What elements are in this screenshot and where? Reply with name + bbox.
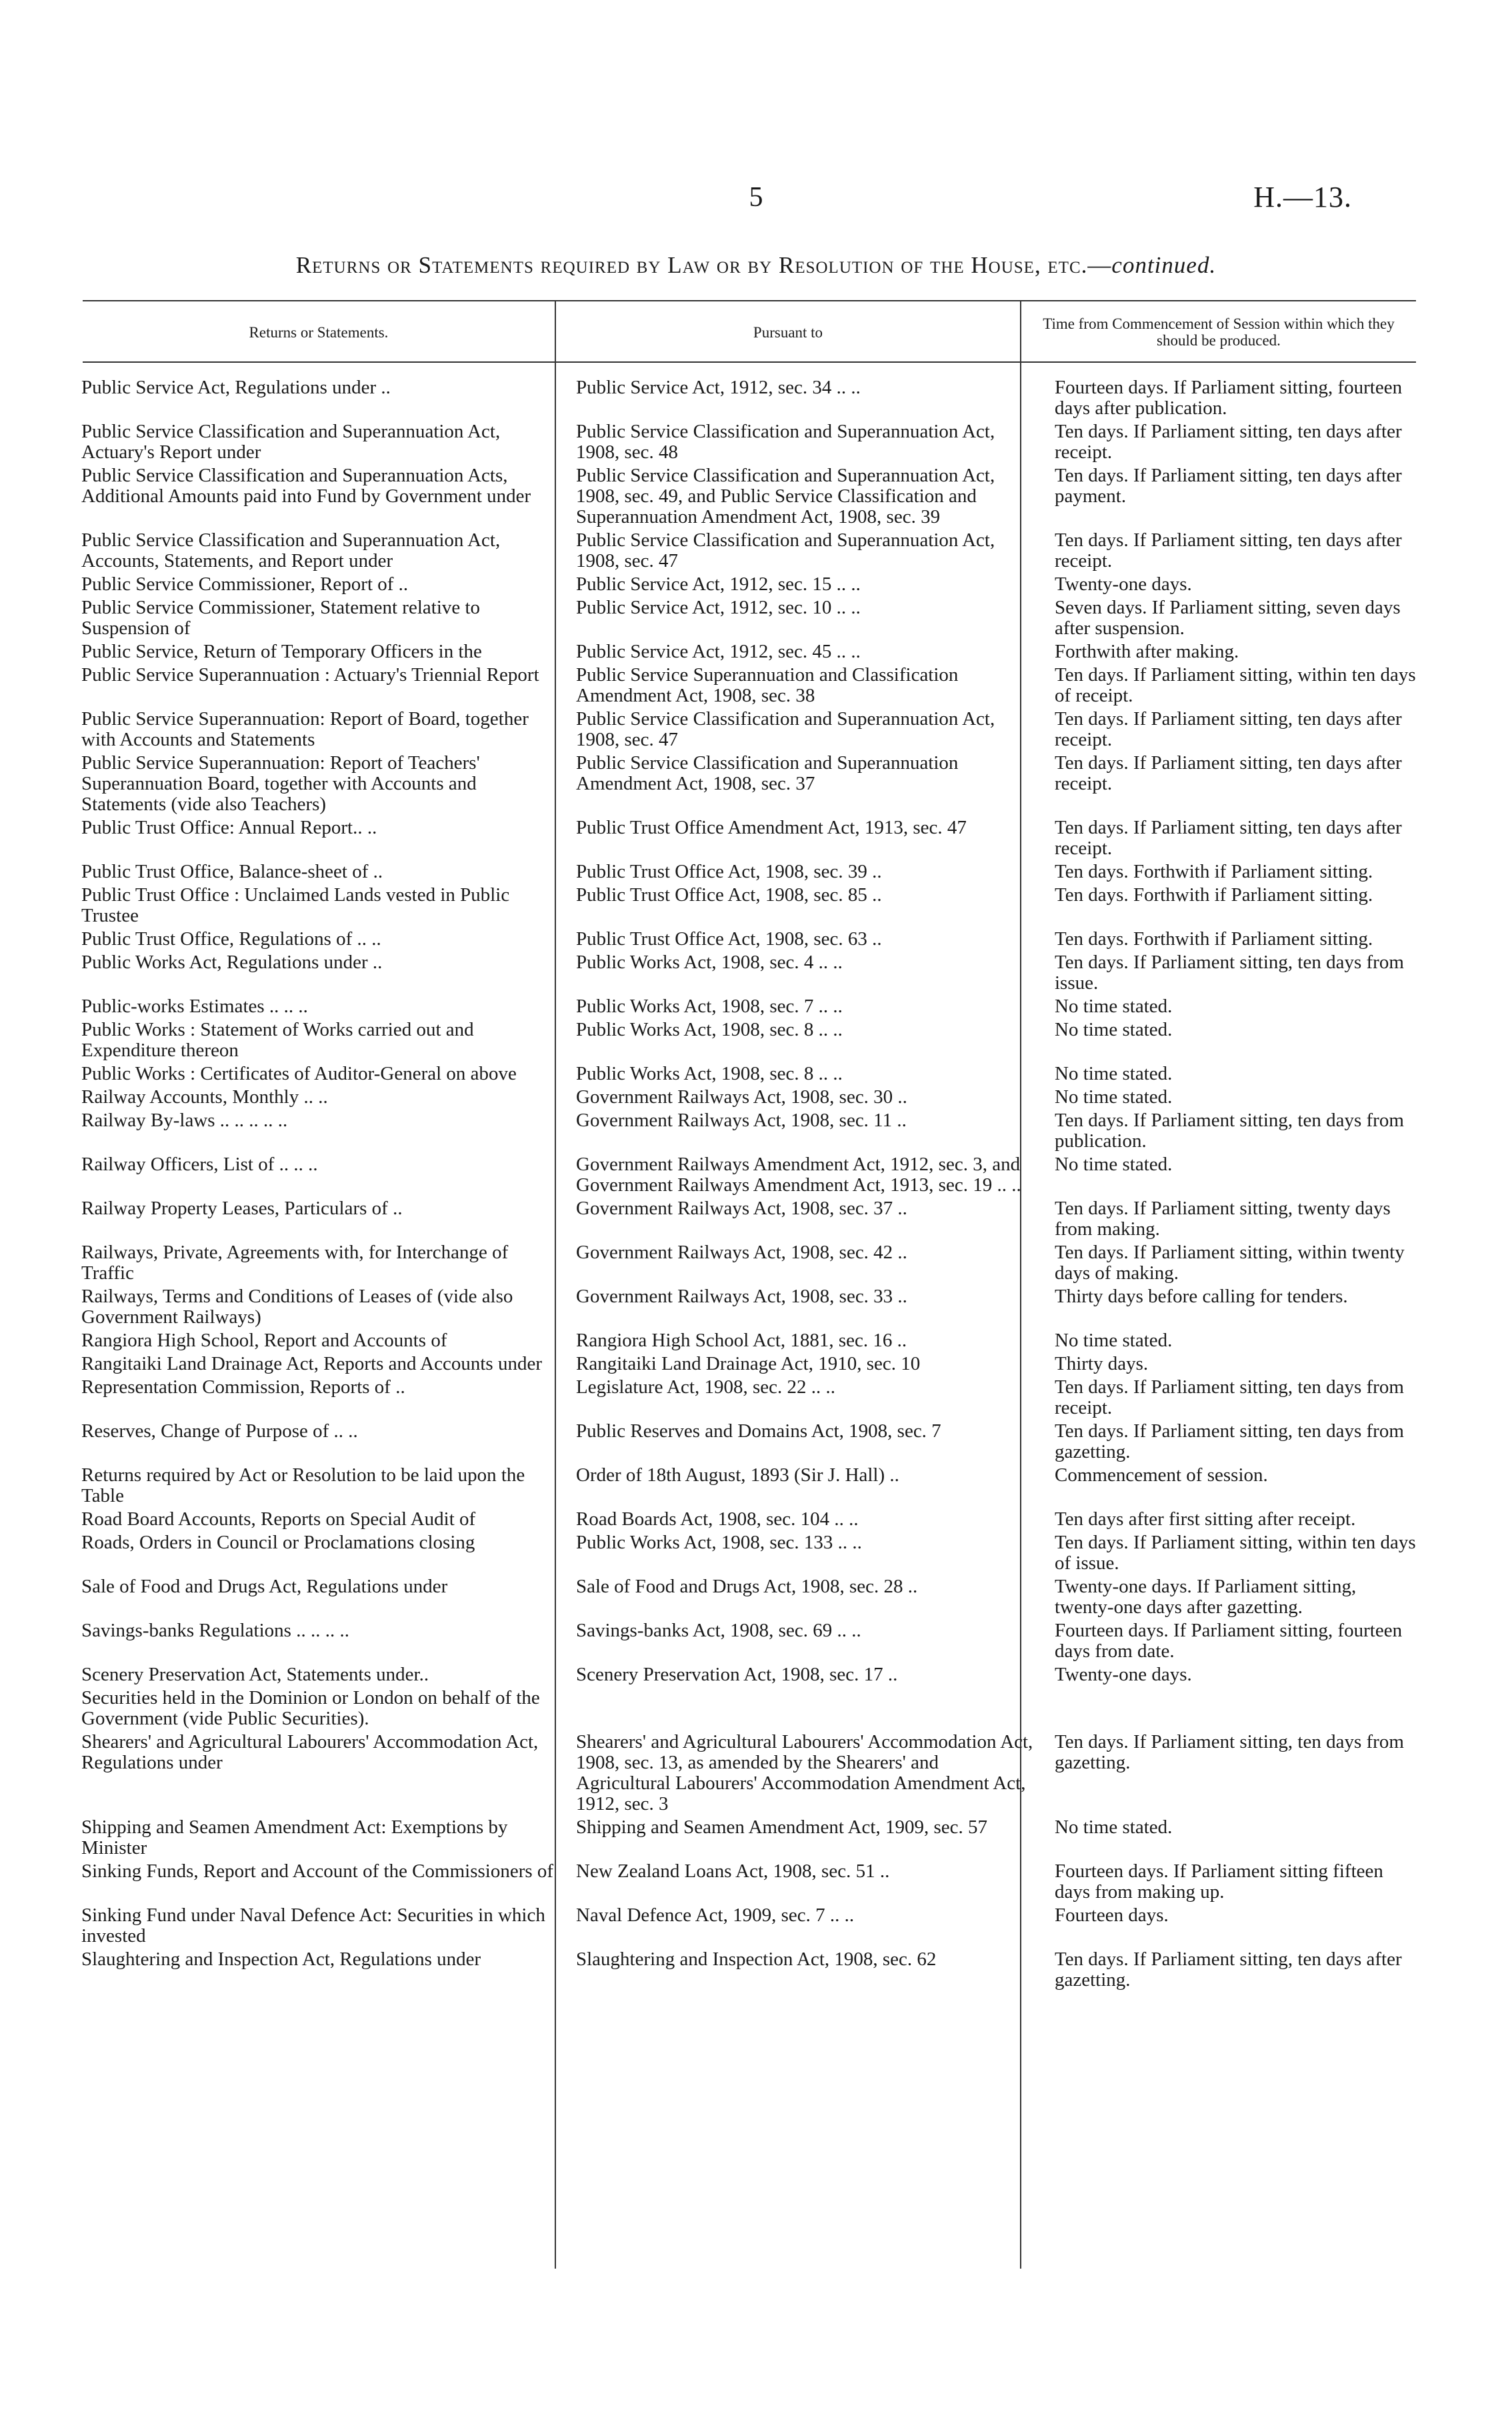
cell-text: No time stated. [1055,1816,1173,1838]
time-cell [1041,1020,1417,1064]
cell-text: Government Railways Act, 1908, sec. 42 .. [576,1242,907,1263]
pursuant-cell [561,1242,1041,1286]
time-cell [1041,597,1417,642]
table-row [81,1576,1417,1620]
table-row [81,1688,1417,1732]
cell-text: Legislature Act, 1908, sec. 22 .. .. [576,1376,835,1398]
time-cell [1041,665,1417,709]
returns-cell [81,1620,561,1664]
cell-text: Ten days. If Parliament sitting, ten days after receipt. [1055,421,1402,463]
pursuant-cell [561,1064,1041,1087]
cell-text: Rangitaiki Land Drainage Act, Reports and Accounts under [81,1353,542,1374]
cell-text: Public Service Act, Regulations under .. [81,377,391,398]
table-row [81,1620,1417,1664]
table-row [81,465,1417,530]
cell-text: Railways, Terms and Conditions of Leases of (vide also Government Railways) [81,1286,513,1328]
cell-text: Savings-banks Regulations .. .. .. .. [81,1620,349,1641]
time-cell [1041,1286,1417,1330]
pursuant-cell [561,1905,1041,1949]
page-title [0,252,1512,279]
cell-text: Fourteen days. If Parliament sitting fifteen days from making up. [1055,1861,1383,1903]
cell-text: Public Reserves and Domains Act, 1908, sec. 7 [576,1420,941,1442]
cell-text: Public Service Classification and Superannuation Act, 1908, sec. 47 [576,529,995,571]
returns-cell [81,1154,561,1198]
time-cell [1041,862,1417,885]
cell-text: Twenty-one days. [1055,1664,1192,1685]
returns-cell [81,465,561,530]
returns-cell [81,665,561,709]
cell-text: Railway Accounts, Monthly .. .. [81,1086,328,1108]
table-row [81,818,1417,862]
time-cell [1041,530,1417,574]
cell-text: Ten days. If Parliament sitting, ten days after receipt. [1055,817,1402,859]
time-cell [1041,1242,1417,1286]
title-suffix: continued. [1111,252,1217,278]
cell-text: Securities held in the Dominion or London on behalf of the Government (vide Public Securities). [81,1687,540,1729]
time-cell [1041,1087,1417,1110]
cell-text: Public Works Act, 1908, sec. 8 .. .. [576,1063,843,1084]
pursuant-cell [561,709,1041,753]
cell-text: Reserves, Change of Purpose of .. .. [81,1420,358,1442]
cell-text: Twenty-one days. [1055,573,1192,595]
returns-cell [81,421,561,465]
cell-text: Twenty-one days. If Parliament sitting, twenty-one days after gazetting. [1055,1576,1357,1618]
returns-cell [81,1576,561,1620]
table-row [81,1861,1417,1905]
returns-cell [81,1198,561,1242]
cell-text: No time stated. [1055,1063,1173,1084]
cell-text: Railway Officers, List of .. .. .. [81,1154,318,1175]
cell-text: Fourteen days. If Parliament sitting, fourteen days after publication. [1055,377,1403,419]
pursuant-cell [561,1087,1041,1110]
pursuant-cell [561,1620,1041,1664]
table-row [81,1242,1417,1286]
time-cell [1041,377,1417,421]
time-cell [1041,1688,1417,1732]
cell-text: Public Service Classification and Superannuation Act, Actuary's Report under [81,421,501,463]
table-row [81,753,1417,818]
cell-text: Ten days. If Parliament sitting, ten days after receipt. [1055,529,1402,571]
returns-cell [81,753,561,818]
time-cell [1041,818,1417,862]
header-rule-top [83,300,1416,301]
time-cell [1041,1421,1417,1465]
cell-text: Scenery Preservation Act, Statements under.. [81,1664,429,1685]
cell-text: Ten days. Forthwith if Parliament sitting. [1055,928,1373,950]
pursuant-cell [561,929,1041,952]
cell-text: Public Trust Office, Regulations of .. .. [81,928,381,950]
cell-text: Government Railways Act, 1908, sec. 37 .. [576,1198,907,1219]
pursuant-cell [561,885,1041,929]
cell-text: Rangiora High School, Report and Accounts of [81,1330,447,1351]
cell-text: Public Service Classification and Superannuation Act, Accounts, Statements, and Report under [81,529,501,571]
time-cell [1041,1509,1417,1532]
returns-cell [81,1688,561,1732]
table-row [81,1087,1417,1110]
cell-text: Ten days. If Parliament sitting, ten days from gazetting. [1055,1420,1404,1462]
table-row [81,709,1417,753]
header-rule-bottom [83,361,1416,363]
time-cell [1041,1064,1417,1087]
cell-text: Public Trust Office Act, 1908, sec. 39 .. [576,861,882,882]
cell-text: Order of 18th August, 1893 (Sir J. Hall) .. [576,1464,899,1486]
time-cell [1041,709,1417,753]
cell-text: Public Service Commissioner, Statement relative to Suspension of [81,597,481,639]
cell-text: New Zealand Loans Act, 1908, sec. 51 .. [576,1861,890,1882]
cell-text: Forthwith after making. [1055,641,1239,662]
time-cell [1041,1905,1417,1949]
cell-text: Ten days. If Parliament sitting, ten days after gazetting. [1055,1949,1402,1991]
table-row [81,1330,1417,1354]
cell-text: Public Trust Office : Unclaimed Lands vested in Public Trustee [81,884,510,926]
pursuant-cell [561,1861,1041,1905]
returns-cell [81,1421,561,1465]
time-cell [1041,1154,1417,1198]
time-cell [1041,929,1417,952]
cell-text: Rangitaiki Land Drainage Act, 1910, sec. 10 [576,1353,921,1374]
cell-text: Public Service Act, 1912, sec. 34 .. .. [576,377,861,398]
cell-text: Public Service Commissioner, Report of .. [81,573,409,595]
cell-text: Ten days. If Parliament sitting, within ten days of receipt. [1055,664,1416,706]
pursuant-cell [561,1664,1041,1688]
returns-cell [81,1064,561,1087]
cell-text: Public Service Classification and Superannuation Amendment Act, 1908, sec. 37 [576,752,959,794]
returns-cell [81,530,561,574]
column-header-returns: Returns or Statements. [249,323,389,341]
cell-text: Public Service Superannuation : Actuary's Triennial Report [81,664,539,686]
cell-text: No time stated. [1055,996,1173,1017]
returns-cell [81,885,561,929]
returns-cell [81,1905,561,1949]
cell-text: Fourteen days. If Parliament sitting, fourteen days from date. [1055,1620,1403,1662]
time-cell [1041,1861,1417,1905]
returns-cell [81,597,561,642]
pursuant-cell [561,1198,1041,1242]
table-row [81,1532,1417,1576]
pursuant-cell [561,530,1041,574]
table-row [81,642,1417,665]
pursuant-cell [561,1949,1041,1993]
pursuant-cell [561,1532,1041,1576]
returns-cell [81,1377,561,1421]
returns-cell [81,1242,561,1286]
cell-text: No time stated. [1055,1330,1173,1351]
returns-cell [81,1330,561,1354]
returns-table-body [81,377,1417,1993]
cell-text: Slaughtering and Inspection Act, 1908, sec. 62 [576,1949,937,1970]
cell-text: Railway Property Leases, Particulars of .. [81,1198,403,1219]
cell-text: Ten days. If Parliament sitting, ten days from receipt. [1055,1376,1404,1418]
cell-text: Sale of Food and Drugs Act, 1908, sec. 28 .. [576,1576,918,1597]
cell-text: Savings-banks Act, 1908, sec. 69 .. .. [576,1620,861,1641]
pursuant-cell [561,1330,1041,1354]
time-cell [1041,1377,1417,1421]
cell-text: No time stated. [1055,1086,1173,1108]
cell-text: Public Service, Return of Temporary Officers in the [81,641,482,662]
cell-text: Public Service Superannuation: Report of Teachers' Superannuation Board, together with Accounts and Statements (vide also Teachers) [81,752,480,815]
table-row [81,1905,1417,1949]
cell-text: Ten days. If Parliament sitting, ten days after receipt. [1055,752,1402,794]
time-cell [1041,1817,1417,1861]
table-row [81,952,1417,996]
table-row [81,1664,1417,1688]
cell-text: Public Works Act, 1908, sec. 8 .. .. [576,1019,843,1040]
cell-text: Public Works Act, 1908, sec. 4 .. .. [576,952,843,973]
table-row [81,1817,1417,1861]
pursuant-cell [561,1509,1041,1532]
pursuant-cell [561,753,1041,818]
time-cell [1041,1465,1417,1509]
returns-cell [81,709,561,753]
pursuant-cell [561,952,1041,996]
table-row [81,421,1417,465]
returns-cell [81,1354,561,1377]
cell-text: Ten days. If Parliament sitting, ten days from gazetting. [1055,1731,1404,1773]
returns-cell [81,1286,561,1330]
cell-text: Shipping and Seamen Amendment Act, 1909, sec. 57 [576,1816,987,1838]
cell-text: Government Railways Act, 1908, sec. 11 .. [576,1110,907,1131]
cell-text: Public Trust Office Act, 1908, sec. 85 .. [576,884,882,906]
cell-text: Roads, Orders in Council or Proclamations closing [81,1532,475,1553]
time-cell [1041,1532,1417,1576]
cell-text: Public Service Classification and Superannuation Act, 1908, sec. 49, and Public Service Classification and Superannuation Amendment Act, 1908, sec. 39 [576,465,995,527]
cell-text: Shearers' and Agricultural Labourers' Accommodation Act, 1908, sec. 13, as amended by the Shearers' and Agricultural Labourers' Accommodation Amendment Act, 1912, sec. 3 [576,1731,1033,1814]
cell-text: Ten days. Forthwith if Parliament sitting. [1055,861,1373,882]
pursuant-cell [561,1377,1041,1421]
cell-text: Public Service Classification and Superannuation Acts, Additional Amounts paid into Fund by Government under [81,465,531,507]
cell-text: Public Trust Office Act, 1908, sec. 63 .. [576,928,882,950]
cell-text: Road Boards Act, 1908, sec. 104 .. .. [576,1508,859,1530]
cell-text: Government Railways Act, 1908, sec. 30 .. [576,1086,907,1108]
pursuant-cell [561,465,1041,530]
time-cell [1041,753,1417,818]
pursuant-cell [561,665,1041,709]
cell-text: Ten days. If Parliament sitting, within twenty days of making. [1055,1242,1405,1284]
table-row [81,530,1417,574]
time-cell [1041,1620,1417,1664]
cell-text: Public-works Estimates .. .. .. [81,996,308,1017]
cell-text: Seven days. If Parliament sitting, seven days after suspension. [1055,597,1401,639]
cell-text: Government Railways Amendment Act, 1912, sec. 3, and Government Railways Amendment Act, 1913, sec. 19 .. .. [576,1154,1021,1196]
table-row [81,996,1417,1020]
time-cell [1041,1198,1417,1242]
table-row [81,1110,1417,1154]
table-row [81,1064,1417,1087]
cell-text: Railways, Private, Agreements with, for Interchange of Traffic [81,1242,509,1284]
cell-text: Ten days. If Parliament sitting, ten days after receipt. [1055,708,1402,750]
time-cell [1041,421,1417,465]
cell-text: Ten days. If Parliament sitting, ten days after payment. [1055,465,1402,507]
cell-text: Public Service Superannuation and Classification Amendment Act, 1908, sec. 38 [576,664,959,706]
time-cell [1041,1949,1417,1993]
time-cell [1041,1330,1417,1354]
returns-cell [81,1817,561,1861]
pursuant-cell [561,1154,1041,1198]
cell-text: Ten days. If Parliament sitting, within ten days of issue. [1055,1532,1416,1574]
table-row [81,1198,1417,1242]
table-row [81,1354,1417,1377]
pursuant-cell [561,1354,1041,1377]
cell-text: Public Works : Statement of Works carried out and Expenditure thereon [81,1019,474,1061]
cell-text: Scenery Preservation Act, 1908, sec. 17 .. [576,1664,898,1685]
table-row [81,1465,1417,1509]
pursuant-cell [561,1465,1041,1509]
returns-cell [81,1532,561,1576]
returns-cell [81,996,561,1020]
cell-text: Commencement of session. [1055,1464,1268,1486]
pursuant-cell [561,818,1041,862]
cell-text: No time stated. [1055,1154,1173,1175]
cell-text: Government Railways Act, 1908, sec. 33 .. [576,1286,907,1307]
returns-cell [81,1861,561,1905]
pursuant-cell [561,996,1041,1020]
time-cell [1041,574,1417,597]
title-main: Returns or Statements required by Law or by Resolution of the House, etc.— [295,252,1112,278]
table-row [81,885,1417,929]
cell-text: Shipping and Seamen Amendment Act: Exemptions by Minister [81,1816,508,1859]
pursuant-cell [561,1421,1041,1465]
table-row [81,1154,1417,1198]
cell-text: Ten days. Forthwith if Parliament sitting. [1055,884,1373,906]
time-cell [1041,642,1417,665]
time-cell [1041,1664,1417,1688]
cell-text: Public Works Act, 1908, sec. 133 .. .. [576,1532,862,1553]
table-row [81,1020,1417,1064]
cell-text: Public Service Classification and Superannuation Act, 1908, sec. 47 [576,708,995,750]
returns-cell [81,1664,561,1688]
pursuant-cell [561,642,1041,665]
table-row [81,929,1417,952]
returns-cell [81,1732,561,1817]
returns-cell [81,1110,561,1154]
returns-cell [81,574,561,597]
pursuant-cell [561,1110,1041,1154]
cell-text: Public Service Act, 1912, sec. 10 .. .. [576,597,861,618]
time-cell [1041,1732,1417,1817]
pursuant-cell [561,862,1041,885]
pursuant-cell [561,1688,1041,1732]
cell-text: Ten days after first sitting after receipt. [1055,1508,1356,1530]
cell-text: No time stated. [1055,1019,1173,1040]
cell-text: Ten days. If Parliament sitting, twenty days from making. [1055,1198,1391,1240]
time-cell [1041,952,1417,996]
cell-text: Public Works : Certificates of Auditor-General on above [81,1063,517,1084]
table-row [81,1509,1417,1532]
returns-cell [81,862,561,885]
cell-text: Public Service Classification and Superannuation Act, 1908, sec. 48 [576,421,995,463]
pursuant-cell [561,1576,1041,1620]
returns-table [81,377,1417,1993]
cell-text: Public Works Act, 1908, sec. 7 .. .. [576,996,843,1017]
table-row [81,665,1417,709]
column-header-time: Time from Commencement of Session within which they should be produced. [1043,315,1395,349]
pursuant-cell [561,597,1041,642]
pursuant-cell [561,1020,1041,1064]
pursuant-cell [561,421,1041,465]
cell-text: Thirty days before calling for tenders. [1055,1286,1348,1307]
cell-text: Public Service Act, 1912, sec. 15 .. .. [576,573,861,595]
cell-text: Road Board Accounts, Reports on Special Audit of [81,1508,476,1530]
cell-text: Sinking Funds, Report and Account of the Commissioners of [81,1861,554,1882]
document-id: H.—13. [1253,181,1352,213]
returns-cell [81,952,561,996]
page-number: 5 [749,182,763,213]
cell-text: Returns required by Act or Resolution to be laid upon the Table [81,1464,525,1506]
cell-text: Public Service Act, 1912, sec. 45 .. .. [576,641,861,662]
returns-cell [81,1509,561,1532]
cell-text: Naval Defence Act, 1909, sec. 7 .. .. [576,1905,855,1926]
returns-cell [81,1087,561,1110]
cell-text: Sinking Fund under Naval Defence Act: Securities in which invested [81,1905,545,1947]
cell-text: Ten days. If Parliament sitting, ten days from publication. [1055,1110,1404,1152]
cell-text: Shearers' and Agricultural Labourers' Accommodation Act, Regulations under [81,1731,539,1773]
time-cell [1041,1110,1417,1154]
cell-text: Representation Commission, Reports of .. [81,1376,405,1398]
cell-text: Rangiora High School Act, 1881, sec. 16 .. [576,1330,907,1351]
column-header-pursuant: Pursuant to [753,323,823,341]
cell-text: Public Trust Office: Annual Report.. .. [81,817,377,838]
time-cell [1041,1354,1417,1377]
table-row [81,1377,1417,1421]
returns-cell [81,929,561,952]
table-row [81,862,1417,885]
table-row [81,377,1417,421]
cell-text: Ten days. If Parliament sitting, ten days from issue. [1055,952,1404,994]
cell-text: Sale of Food and Drugs Act, Regulations under [81,1576,448,1597]
table-row [81,597,1417,642]
cell-text: Railway By-laws .. .. .. .. .. [81,1110,288,1131]
table-row [81,1949,1417,1993]
cell-text: Public Trust Office, Balance-sheet of .. [81,861,383,882]
cell-text: Public Trust Office Amendment Act, 1913, sec. 47 [576,817,967,838]
pursuant-cell [561,1817,1041,1861]
table-row [81,1286,1417,1330]
cell-text: Public Works Act, Regulations under .. [81,952,383,973]
pursuant-cell [561,1286,1041,1330]
returns-cell [81,1949,561,1993]
returns-cell [81,818,561,862]
returns-cell [81,1465,561,1509]
pursuant-cell [561,1732,1041,1817]
cell-text: Fourteen days. [1055,1905,1169,1926]
cell-text: Public Service Superannuation: Report of Board, together with Accounts and Statements [81,708,529,750]
returns-cell [81,642,561,665]
returns-cell [81,1020,561,1064]
time-cell [1041,1576,1417,1620]
cell-text: Thirty days. [1055,1353,1149,1374]
time-cell [1041,465,1417,530]
time-cell [1041,885,1417,929]
cell-text: Slaughtering and Inspection Act, Regulations under [81,1949,481,1970]
returns-cell [81,377,561,421]
pursuant-cell [561,377,1041,421]
table-row [81,1421,1417,1465]
table-row [81,574,1417,597]
table-row [81,1732,1417,1817]
pursuant-cell [561,574,1041,597]
time-cell [1041,996,1417,1020]
